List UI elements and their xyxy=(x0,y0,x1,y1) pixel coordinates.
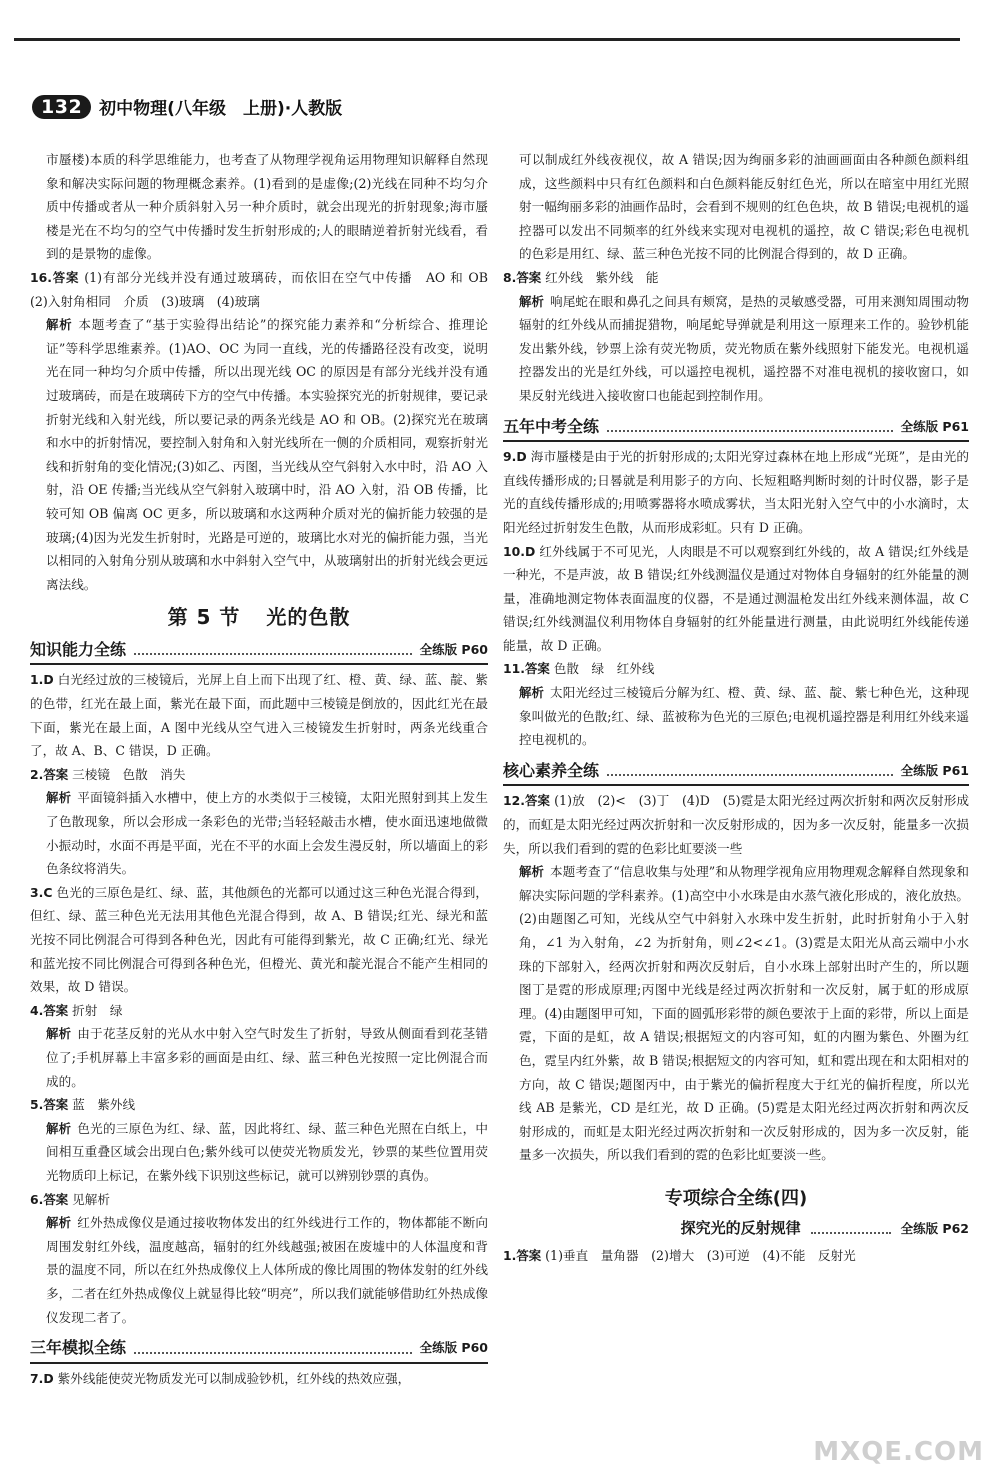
answer-label: 16.答案 xyxy=(30,269,80,285)
analysis-label: 解析 xyxy=(46,317,73,333)
answer-text: 色散 绿 红外线 xyxy=(553,661,655,677)
section-title xyxy=(30,606,488,630)
answer-1 xyxy=(30,668,488,762)
answer-text: 见解析 xyxy=(72,1191,110,1207)
bar-title: 知识能力全练 xyxy=(30,639,127,659)
answer-text: (1)垂直 量角器 (2)增大 (3)可逆 (4)不能 反射光 xyxy=(545,1248,856,1264)
top-rule xyxy=(14,38,960,41)
answer-12 xyxy=(503,789,969,860)
answer-label: 11.答案 xyxy=(503,661,550,677)
analysis-label: 解析 xyxy=(46,1215,72,1231)
analysis-label: 解析 xyxy=(519,293,544,309)
analysis-16 xyxy=(30,313,488,596)
answer-label: 7.D xyxy=(30,1370,54,1386)
answer-16 xyxy=(30,266,501,313)
right-column xyxy=(503,148,969,1268)
section-number: 第 5 节 xyxy=(167,605,241,630)
answer-text: (1)放 (2)< (3)丁 (4)D (5)霓是太阳光经过两次折射和两次反射形成的，而虹是太阳光经过两次折射和一次反射形成的，因为多一次反射，能量多一次损失，所以我们看到的霓的色彩比虹要淡一些 xyxy=(503,793,969,856)
dotted-leader xyxy=(607,430,893,432)
answer-11 xyxy=(503,657,969,681)
answer-label: 1.答案 xyxy=(503,1248,542,1264)
answer-label: 6.答案 xyxy=(30,1191,69,1207)
answer-text: 红外线属于不可见光，人肉眼是不可以观察到红外线的，故 A 错误;红外线是一种光，不是声波，故 B 错误;红外线测温仪是通过对物体自身辐射的红外能量的测量，准确地测定物体表面温度的仪器，不是通过测温枪发出红外线来测体温，故 C 错误;红外线测温仪利用物体自身辐射的红外能量进行测量，由此说明红外线能传递能量，故 D 正确。 xyxy=(503,543,969,653)
analysis-2 xyxy=(30,786,488,880)
bar-title: 核心素养全练 xyxy=(503,760,600,780)
dotted-leader xyxy=(134,653,412,655)
exercise-bar-three-year xyxy=(30,1336,488,1364)
answer-text: (1)有部分光线并没有通过玻璃砖，而依旧在空气中传播 AO 和 OB (2)入射角相同 介质 (3)玻璃 (4)玻璃 xyxy=(30,269,501,309)
dotted-leader xyxy=(811,1232,891,1234)
analysis-8 xyxy=(503,290,969,408)
bar-page-ref: 全练版 P61 xyxy=(900,762,969,778)
answer-6 xyxy=(30,1188,488,1212)
answer-label: 3.C xyxy=(30,884,53,900)
analysis-11 xyxy=(503,681,969,752)
answer-4 xyxy=(30,999,488,1023)
answer-7 xyxy=(30,1367,488,1391)
bar-title: 探究光的反射规律 xyxy=(680,1218,801,1237)
answer-label: 1.D xyxy=(30,672,54,688)
analysis-label: 解析 xyxy=(519,685,544,701)
analysis-text: 本题考查了“信息收集与处理”和从物理学视角应用物理观念解释自然现象和解决实际问题的学科素养。(1)高空中小水珠是由水蒸气液化形成的，液化放热。(2)由题图乙可知，光线从空气中斜射入水珠中发生折射，此时折射角小于入射角，∠1 为入射角，∠2 为折射角，则∠2<∠1。(3)霓是太阳光从高云端中小水珠的下部射入，经两次折射和两次反射后，自小水珠上部射出时产生的，所以题图丁是霓的形成原理;丙图中光线是经过两次折射和一次反射，属于虹的形成原理。(4)由题图甲可知，下面的圆弧形彩带的颜色要浓于上面的彩带，所以上面是霓，下面的是虹，故 A 错误;根据短文的内容可知，虹的内圈为紫色、外圈为红色，霓呈内红外紫，故 B 错误;根据短文的内容可知，虹和霓出现在和太阳相对的方向，故 C 错误;题图丙中，由于紫光的偏折程度大于红光的偏折程度，所以光线 AB 是紫光，CD 是红光，故 D 正确。(5)霓是太阳光经过两次折射和两次反射形成的，而虹是太阳光经过两次折射和一次反射形成的，因为多一次反射，能量多一次损失，所以我们看到的霓的色彩比虹要淡一些。 xyxy=(519,864,969,1163)
answer-2 xyxy=(30,763,488,787)
analysis-text: 响尾蛇在眼和鼻孔之间具有颊窝，是热的灵敏感受器，可用来测知周围动物辐射的红外线从而捕捉猎物，响尾蛇导弹就是利用这一原理来工作的。验钞机能发出紫外线，钞票上涂有荧光物质，荧光物质在紫外线照射下能发光。电视机遥控器发出的光是红外线，可以遥控电视机，遥控器不对准电视机的接收窗口，如果反射光线进入接收窗口也能起到控制作用。 xyxy=(519,293,970,403)
bar-page-ref: 全练版 P62 xyxy=(900,1220,969,1236)
answer-text: 红外线 紫外线 能 xyxy=(545,269,659,285)
bar-title: 三年模拟全练 xyxy=(30,1338,127,1358)
book-title: 初中物理(八年级 上册)·人教版 xyxy=(99,99,343,119)
analysis-label: 解析 xyxy=(519,864,544,880)
exercise-bar-knowledge xyxy=(30,638,488,666)
answer-text: 折射 绿 xyxy=(72,1002,123,1018)
answer-8 xyxy=(503,266,969,290)
answer-label: 4.答案 xyxy=(30,1002,69,1018)
exercise-bar-core xyxy=(503,759,969,787)
analysis-text: 平面镜斜插入水槽中，使上方的水类似于三棱镜，太阳光照射到其上发生了色散现象，所以会形成一条彩色的光带;当轻轻敲击水槽，使水面迅速地做微小振动时，水面不再是平面，光在不平的水面上会发生漫反射，所以墙面上的彩色条纹将消失。 xyxy=(46,790,489,877)
analysis-label: 解析 xyxy=(46,1120,72,1136)
answer-9 xyxy=(503,445,969,539)
answer-text: 蓝 紫外线 xyxy=(72,1097,136,1113)
answer-text: 紫外线能使荧光物质发光可以制成验钞机，红外线的热效应强， xyxy=(57,1370,411,1386)
page-number: 132 xyxy=(32,95,91,119)
section-name: 光的色散 xyxy=(266,605,351,630)
paragraph: 市蜃楼)本质的科学思维能力，也考查了从物理学视角运用物理知识解释自然现象和解决实际问题的物理概念素养。(1)看到的是虚像;(2)光线在同种不均匀介质中传播或者从一种介质斜射入另一种介质时，就会出现光的折射现象;海市蜃楼是光在不均匀的空气中传播时发生折射形成的;人的眼睛逆着折射光线看，看到的是景物的虚像。 xyxy=(46,152,488,262)
dotted-leader xyxy=(607,774,893,776)
analysis-text: 红外热成像仪是通过接收物体发出的红外线进行工作的，物体都能不断向周围发射红外线，温度越高，辐射的红外线越强;被困在废墟中的人体温度和背景的温度不同，所以在红外热成像仪上人体所成的像比周围的物体发射的红外线多，二者在红外热成像仪上就显得比较“明亮”，所以我们就能够借助红外热成像仪发现二者了。 xyxy=(46,1215,489,1325)
analysis-text: 本题考查了“基于实验得出结论”的探究能力素养和“分析综合、推理论证”等科学思维素养。(1)AO、OC 为同一直线，光的传播路径没有改变，说明光在同一种均匀介质中传播，所以出现光线 OC 的原因是有部分光线并没有通过玻璃砖，而是在玻璃砖下方的空气中传播。本实验探究光的折射规律，要记录折射光线和入射光线，所以要记录的两条光线是 AO 和 OB。(2)探究光在玻璃和水中的折射情况，要控制入射角和入射光线所在一侧的介质相同，观察折射光线和折射角的变化情况;(3)如乙、丙图，当光线从空气斜射入水中时，沿 AO 入射，沿 OE 传播;当光线从空气斜射入玻璃中时，沿 AO 入射，沿 OB 传播，比较可知 OB 偏离 OC 更多，所以玻璃和水这两种介质对光的偏折能力较强的是玻璃;(4)因为光发生折射时，光路是可逆的，玻璃比水对光的偏折能力强，当光以相同的入射角分别从玻璃和水中斜射入空气中，从玻璃射出的折射光线会更远离法线。 xyxy=(46,317,488,592)
answer-label: 5.答案 xyxy=(30,1097,69,1113)
page-header xyxy=(32,94,342,119)
special-section-title: 专项综合全练(四) xyxy=(664,1187,808,1209)
bar-page-ref: 全练版 P60 xyxy=(419,641,488,657)
answer-label: 10.D xyxy=(503,543,536,559)
dotted-leader xyxy=(134,1352,412,1354)
answer-text: 色光的三原色是红、绿、蓝，其他颜色的光都可以通过这三种色光混合得到，但红、绿、蓝三种色光无法用其他色光混合得到，故 A、B 错误;红光、绿光和蓝光按不同比例混合可得到各种色光，因此有可能得到紫光，故 C 正确;红光、绿光和蓝光按不同比例混合可得到各种色光，但橙光、黄光和靛光混合不能产生相同的效果，故 D 错误。 xyxy=(30,884,488,995)
bar-page-ref: 全练版 P61 xyxy=(900,418,969,434)
special-section-bar xyxy=(503,1217,969,1241)
answer-text: 白光经过放的三棱镜后，光屏上自上而下出现了红、橙、黄、绿、蓝、靛、紫的色带，红光在最上面，紫光在最下面，而此题中三棱镜是倒放的，因此红光在最下面，紫光在最上面，A 图中光线从空气进入三棱镜发生折射时，两条光线重合了，故 A、B、C 错误，D 正确。 xyxy=(30,672,488,759)
answer-5 xyxy=(30,1093,488,1117)
analysis-label: 解析 xyxy=(46,790,72,806)
answer-text: 三棱镜 色散 消失 xyxy=(72,766,186,782)
answer-label: 2.答案 xyxy=(30,766,69,782)
analysis-4 xyxy=(30,1022,488,1093)
answer-label: 9.D xyxy=(503,449,527,465)
answer-3 xyxy=(30,881,488,999)
analysis-6 xyxy=(30,1211,488,1329)
paragraph: 可以制成红外线夜视仪，故 A 错误;因为绚丽多彩的油画画面由各种颜色颜料组成，这些颜料中只有红色颜料和白色颜料能反射红色光，所以在暗室中用红光照射一幅绚丽多彩的油画作品时，会看到不规则的红色色块，故 B 错误;电视机的遥控器可以发出不同频率的红外线来实现对电视机的遥控，故 C 错误;彩色电视机的色彩是用红、绿、蓝三种色光按不同的比例混合得到的，故 D 正确。 xyxy=(519,152,969,262)
analysis-text: 太阳光经过三棱镜后分解为红、橙、黄、绿、蓝、靛、紫七种色光，这种现象叫做光的色散;红、绿、蓝被称为色光的三原色;电视机遥控器是利用红外线来遥控电视机的。 xyxy=(519,685,970,748)
answer-text: 海市蜃楼是由于光的折射形成的;太阳光穿过森林在地上形成“光斑”，是由光的直线传播形成的;日晷就是利用影子的方向、长短粗略判断时刻的计时仪器，影子是光的直线传播形成的;用喷雾器将水喷成雾状，当太阳光射入空气中的小水滴时，太阳光经过折射发生色散，从而形成彩虹。只有 D 正确。 xyxy=(503,449,969,535)
analysis-12 xyxy=(503,860,969,1167)
answer-special-1 xyxy=(503,1244,969,1268)
answer-10 xyxy=(503,540,969,658)
bar-title: 五年中考全练 xyxy=(503,416,600,436)
analysis-text: 色光的三原色为红、绿、蓝，因此将红、绿、蓝三种色光照在白纸上，中间相互重叠区域会出现白色;紫外线可以使荧光物质发光，钞票的某些位置用荧光物质印上标记，在紫外线下识别这些标记，就可以辨别钞票的真伪。 xyxy=(46,1120,489,1183)
bar-page-ref: 全练版 P60 xyxy=(419,1340,488,1356)
exercise-bar-five-year xyxy=(503,415,969,443)
analysis-label: 解析 xyxy=(46,1026,72,1042)
answer-label: 8.答案 xyxy=(503,269,542,285)
left-column xyxy=(30,148,501,1390)
analysis-text: 由于花茎反射的光从水中射入空气时发生了折射，导致从侧面看到花茎错位了;手机屏幕上丰富多彩的画面是由红、绿、蓝三种色光按照一定比例混合而成的。 xyxy=(46,1026,489,1089)
analysis-5 xyxy=(30,1117,488,1188)
watermark-text: MXQE.COM xyxy=(813,1437,984,1467)
answer-label: 12.答案 xyxy=(503,793,551,809)
